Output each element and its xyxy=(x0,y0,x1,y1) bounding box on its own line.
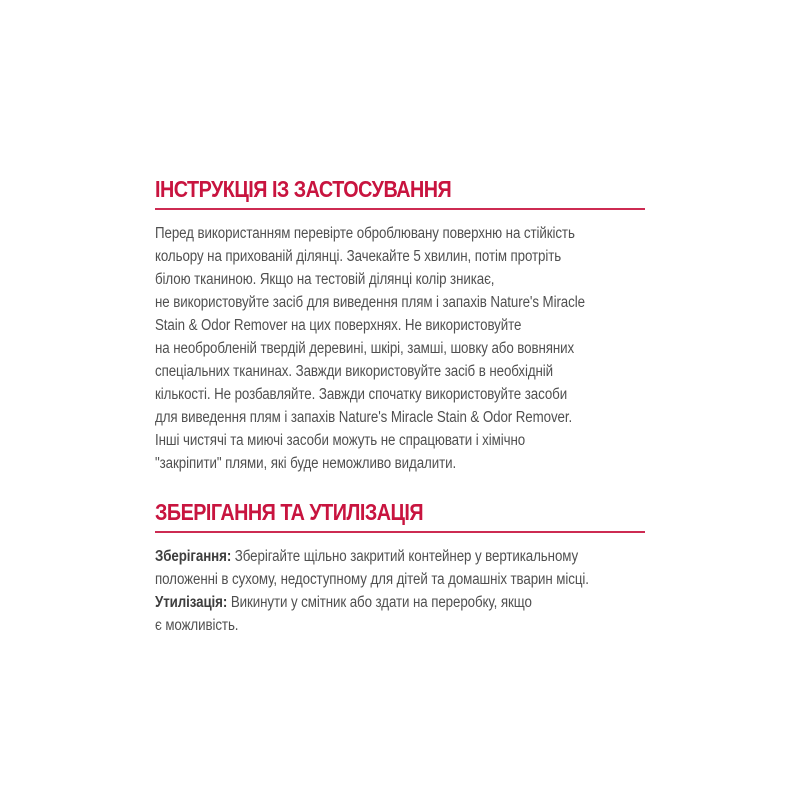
disposal-text: Викинути у смітник або здати на переробку, якщо xyxy=(227,594,532,611)
text-line: "закріпити" плями, які буде неможливо видалити. xyxy=(155,455,457,472)
text-line: на необробленій твердій деревині, шкірі, замші, шовку або вовняних xyxy=(155,340,575,357)
text-line: положенні в сухому, недоступному для дітей та домашніх тварин місці. xyxy=(155,571,589,588)
storage-disposal-section xyxy=(155,497,647,637)
text-line: кількості. Не розбавляйте. Завжди спочатку використовуйте засоби xyxy=(155,386,568,403)
title-underline-divider xyxy=(155,531,645,533)
disposal-label: Утилізація: xyxy=(155,594,228,611)
title-underline-divider xyxy=(155,208,645,210)
usage-instructions-section xyxy=(155,174,647,475)
storage-line xyxy=(155,545,578,568)
disposal-line xyxy=(155,591,578,614)
storage-disposal-title: ЗБЕРІГАННЯ ТА УТИЛІЗАЦІЯ xyxy=(155,499,424,525)
storage-disposal-text xyxy=(155,545,647,637)
instructions-document xyxy=(155,174,647,637)
text-line: є можливість. xyxy=(155,617,239,634)
text-line: спеціальних тканинах. Завжди використовуйте засіб в необхідній xyxy=(155,363,554,380)
text-line: для виведення плям і запахів Nature's Miracle Stain & Odor Remover. xyxy=(155,409,573,426)
text-line: білою тканиною. Якщо на тестовій ділянці колір зникає, xyxy=(155,271,495,288)
text-line: не використовуйте засіб для виведення плям і запахів Nature's Miracle xyxy=(155,294,585,311)
text-line: кольору на прихованій ділянці. Зачекайте 5 хвилин, потім протріть xyxy=(155,248,562,265)
storage-label: Зберігання: xyxy=(155,548,232,565)
usage-instructions-text xyxy=(155,222,647,475)
text-line: Stain & Odor Remover на цих поверхнях. Не використовуйте xyxy=(155,317,522,334)
text-line: Інші чистячі та миючі засоби можуть не спрацювати і хімічно xyxy=(155,432,526,449)
usage-instructions-title: ІНСТРУКЦІЯ ІЗ ЗАСТОСУВАННЯ xyxy=(155,176,452,202)
storage-text: Зберігайте щільно закритий контейнер у вертикальному xyxy=(231,548,579,565)
text-line: Перед використанням перевірте оброблювану поверхню на стійкість xyxy=(155,225,575,242)
